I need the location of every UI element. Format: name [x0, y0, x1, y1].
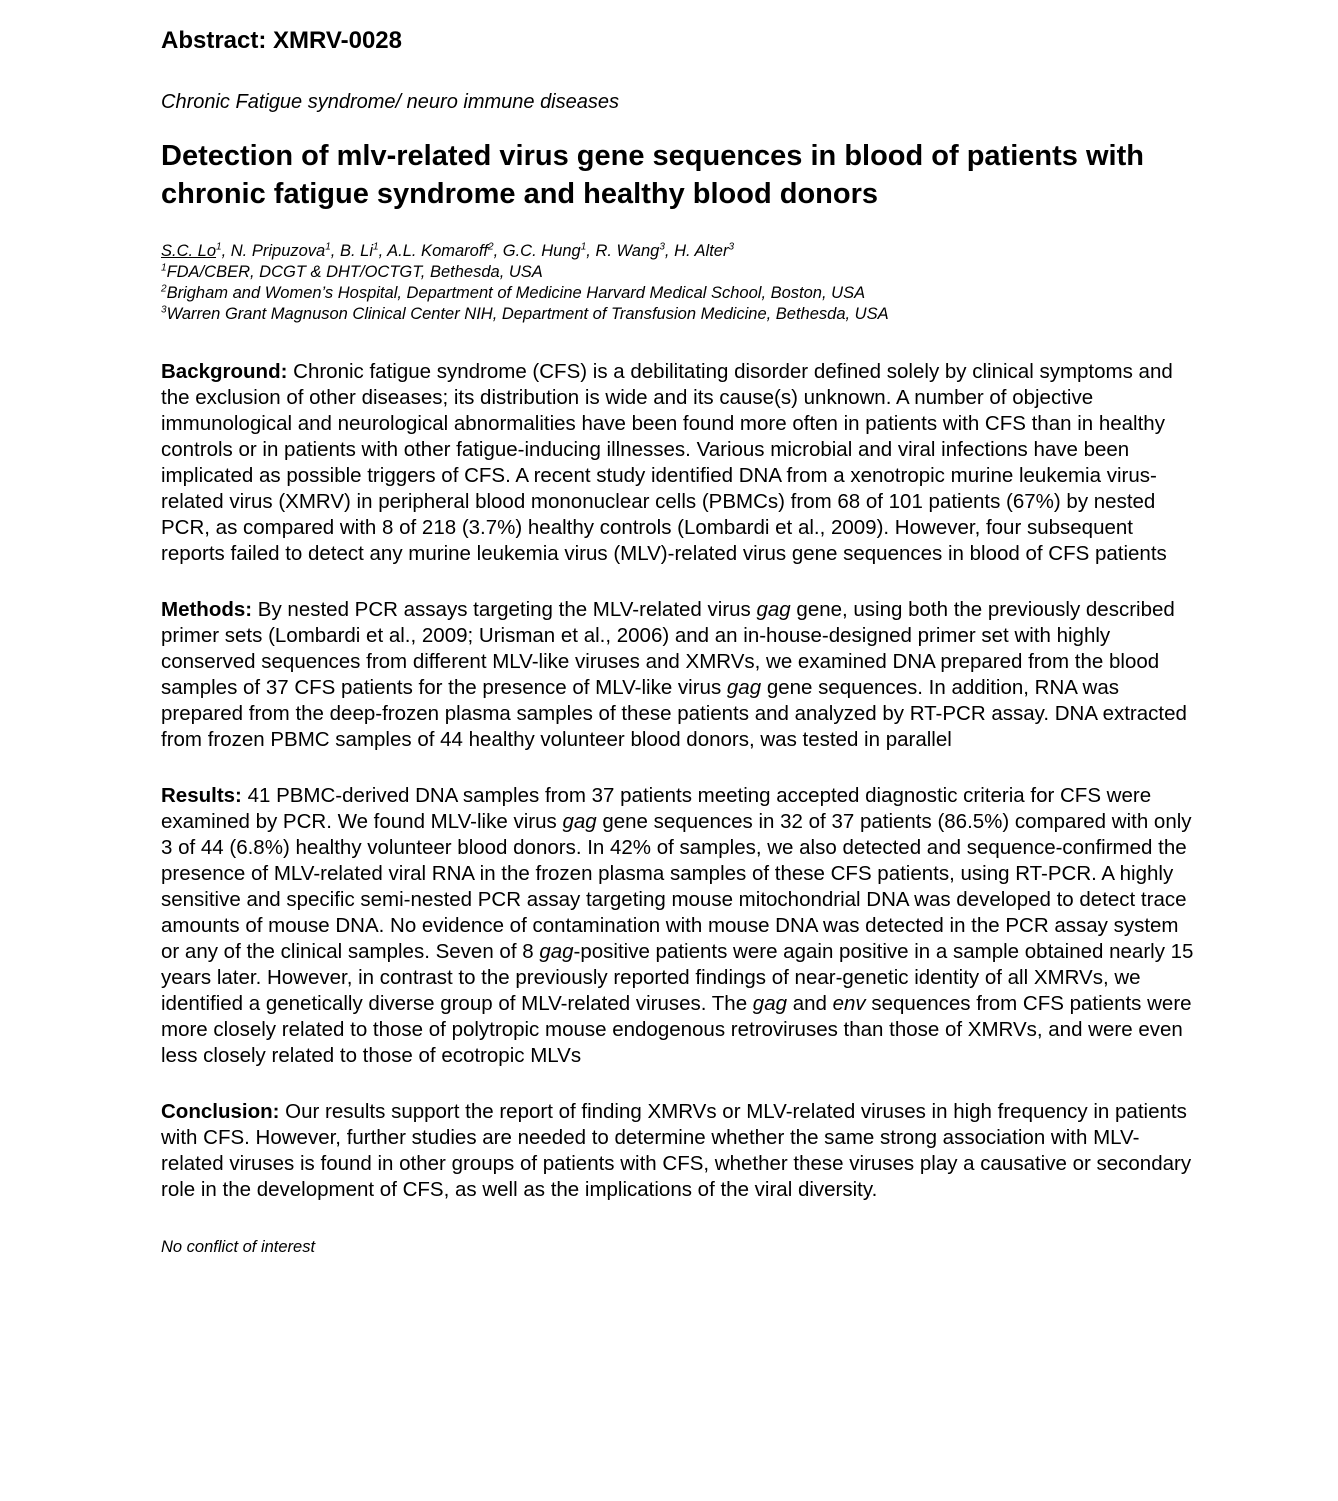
- conclusion-heading: Conclusion:: [161, 1100, 280, 1123]
- results-heading: Results:: [161, 784, 242, 807]
- affiliation: [161, 262, 1201, 283]
- abstract-id: Abstract: XMRV-0028: [161, 27, 402, 54]
- background-section: [161, 359, 1201, 567]
- author-name: N. Pripuzova: [230, 242, 326, 260]
- author-affiliation-sup: 1: [373, 241, 379, 253]
- methods-text: gene, using both the previously described primer sets (Lombardi et al., 2009; Urisman et al., 2006) and an in-house-designed primer set with highly conserved sequences from different MLV-like viruses and XMRVs, we examined DNA prepared from the blood samples of 37 CFS patients for the presence of MLV-like virus: [161, 598, 1175, 699]
- category: Chronic Fatigue syndrome/ neuro immune diseases: [161, 91, 619, 113]
- gene-name: gag: [756, 598, 791, 621]
- methods-section: [161, 597, 1201, 753]
- affiliation-number: 1: [161, 262, 167, 274]
- affiliation: [161, 283, 1201, 304]
- author-name: R. Wang: [595, 242, 660, 260]
- results-text: and: [787, 992, 833, 1015]
- authors-block: [161, 241, 1201, 325]
- author-name: A.L. Komaroff: [387, 242, 489, 260]
- author-affiliation-sup: 3: [659, 241, 665, 253]
- affiliation-number: 3: [161, 304, 167, 316]
- methods-text: By nested PCR assays targeting the MLV-related virus: [252, 598, 757, 621]
- affiliation: [161, 304, 1201, 325]
- conclusion-section: [161, 1099, 1201, 1203]
- results-text: sequences from CFS patients were more closely related to those of polytropic mouse endogenous retroviruses than those of XMRVs, and were even less closely related to those of ecotropic MLVs: [161, 992, 1192, 1067]
- gene-name: gag: [539, 940, 574, 963]
- presenting-author: S.C. Lo: [161, 242, 217, 260]
- gene-name: gag: [562, 810, 597, 833]
- author-affiliation-sup: 1: [325, 241, 331, 253]
- author-affiliation-sup: 1: [216, 241, 222, 253]
- author-name: H. Alter: [674, 242, 729, 260]
- affiliation-text: Brigham and Women’s Hospital, Department of Medicine Harvard Medical School, Boston, USA: [166, 284, 866, 302]
- gene-name: env: [832, 992, 866, 1015]
- author-name: G.C. Hung: [502, 242, 581, 260]
- author-name: B. Li: [339, 242, 373, 260]
- author-affiliation-sup: 3: [728, 241, 735, 253]
- conclusion-text: Our results support the report of finding XMRVs or MLV-related viruses in high frequency in patients with CFS. However, further studies are needed to determine whether the same strong association with MLV-related viruses is found in other groups of patients with CFS, whether these viruses play a causative or secondary role in the development of CFS, as well as the implications of the viral diversity.: [161, 1100, 1192, 1201]
- author-list: S.C. Lo$^1$, N. Pripuzova$^1$, B. Li$^1$, A.L. Komaroff$^2$, G.C. Hung$^1$, R. Wang$^3$, H. Alter$^3$: [161, 241, 735, 260]
- paper-title: Detection of mlv-related virus gene sequences in blood of patients with chronic fatigue syndrome and healthy blood donors: [161, 140, 1144, 210]
- gene-name: gag: [726, 676, 762, 699]
- methods-text: gene sequences. In addition, RNA was prepared from the deep-frozen plasma samples of these patients and analyzed by RT-PCR assay. DNA extracted from frozen PBMC samples of 44 healthy volunteer blood donors, was tested in parallel: [161, 676, 1187, 751]
- abstract-page: [161, 26, 1201, 1258]
- results-text: -positive patients were again positive in a sample obtained nearly 15 years later. However, in contrast to the previously reported findings of near-genetic identity of all XMRVs, we identified a genetically diverse group of MLV-related viruses. The: [161, 940, 1194, 1015]
- affiliation-text: FDA/CBER, DCGT & DHT/OCTGT, Bethesda, USA: [166, 263, 543, 281]
- author-affiliation-sup: 1: [580, 241, 587, 253]
- gene-name: gag: [752, 992, 788, 1015]
- affiliation-text: Warren Grant Magnuson Clinical Center NIH, Department of Transfusion Medicine, Bethesda, USA: [166, 305, 889, 323]
- results-section: [161, 783, 1201, 1069]
- background-text: Chronic fatigue syndrome (CFS) is a debilitating disorder defined solely by clinical symptoms and the exclusion of other diseases; its distribution is wide and its cause(s) unknown. A number of objective immunological and neurological abnormalities have been found more often in patients with CFS than in healthy controls or in patients with other fatigue-inducing illnesses. Various microbial and viral infections have been implicated as possible triggers of CFS. A recent study identified DNA from a xenotropic murine leukemia virus-related virus (XMRV) in peripheral blood mononuclear cells (PBMCs) from 68 of 101 patients (67%) by nested PCR, as compared with 8 of 218 (3.7%) healthy controls (Lombardi et al., 2009). However, four subsequent reports failed to detect any murine leukemia virus (MLV)-related virus gene sequences in blood of CFS patients: [161, 360, 1173, 565]
- affiliation-number: 2: [161, 283, 167, 295]
- results-text: 41 PBMC-derived DNA samples from 37 patients meeting accepted diagnostic criteria for CFS were examined by PCR. We found MLV-like virus: [161, 784, 1152, 833]
- author-affiliation-sup: 2: [488, 241, 494, 253]
- background-heading: Background:: [161, 360, 288, 383]
- results-text: gene sequences in 32 of 37 patients (86.5%) compared with only 3 of 44 (6.8%) healthy volunteer blood donors. In 42% of samples, we also detected and sequence-confirmed the presence of MLV-related viral RNA in the frozen plasma samples of these CFS patients, using RT-PCR. A highly sensitive and specific semi-nested PCR assay targeting mouse mitochondrial DNA was developed to detect trace amounts of mouse DNA. No evidence of contamination with mouse DNA was detected in the PCR assay system or any of the clinical samples. Seven of 8: [161, 810, 1192, 963]
- conflict-of-interest-note: No conflict of interest: [161, 1238, 316, 1256]
- methods-heading: Methods:: [161, 598, 253, 621]
